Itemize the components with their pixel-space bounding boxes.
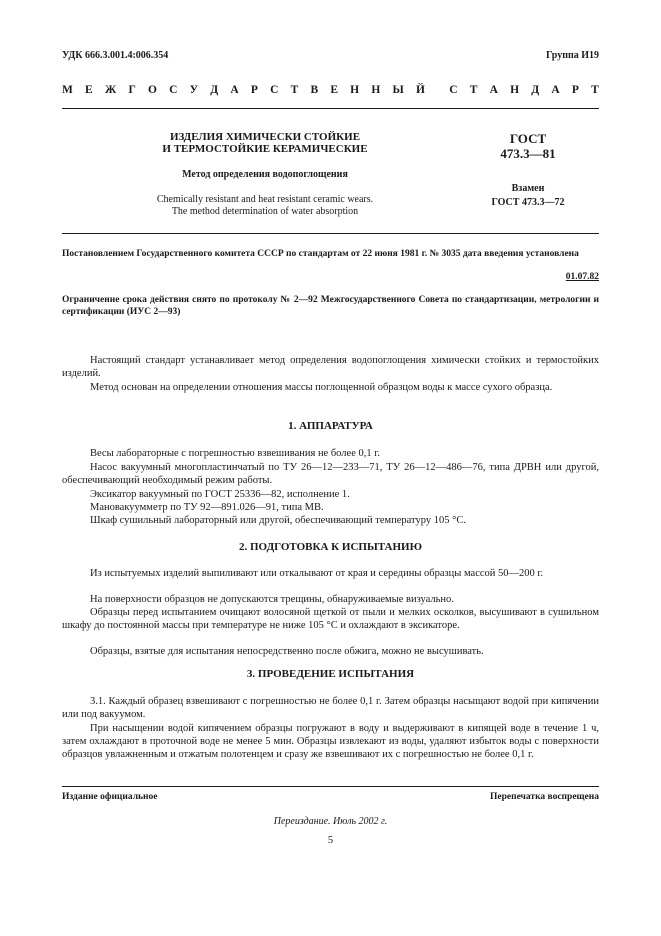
banner-letter: Н bbox=[350, 84, 360, 96]
document-title bbox=[100, 131, 430, 155]
interstate-standard-banner bbox=[62, 84, 599, 96]
gost-designation bbox=[470, 131, 586, 161]
banner-letter: Д bbox=[531, 84, 540, 96]
gost-label: ГОСТ bbox=[509, 131, 547, 146]
footer-rule bbox=[62, 786, 599, 787]
banner-letter: Р bbox=[571, 84, 579, 96]
banner-letter: Й bbox=[415, 84, 425, 96]
banner-letter: В bbox=[310, 84, 319, 96]
replaces-block bbox=[470, 182, 586, 210]
banner-letter: У bbox=[189, 84, 199, 96]
banner-letter: С bbox=[270, 84, 279, 96]
banner-letter: Т bbox=[290, 84, 299, 96]
preparation-paragraph-1: Из испытуемых изделий выпиливают или откалывают от края и середины образцы массой 50—200 г. bbox=[90, 568, 544, 579]
reprint-prohibited: Перепечатка воспрещена bbox=[489, 792, 599, 802]
section-1-heading: 1. АППАРАТУРА bbox=[288, 420, 373, 432]
preparation-paragraph-3: Образцы перед испытанием очищают волосяной щеткой от пыли и мелких осколков, высушивают в сушильном шкафу до постоянной массы при температуре не ниже 105 °С и охлаждают в эксикаторе. bbox=[62, 607, 599, 631]
apparatus-item-3: Эксикатор вакуумный по ГОСТ 25336—82, исполнение 1. bbox=[90, 489, 350, 500]
section-2-heading: 2. ПОДГОТОВКА К ИСПЫТАНИЮ bbox=[239, 541, 422, 553]
reissue-note: Переиздание. Июль 2002 г. bbox=[273, 816, 388, 827]
group-code: Группа И19 bbox=[546, 50, 599, 61]
english-title-line-2: The method determination of water absorption bbox=[171, 206, 359, 217]
banner-letter: С bbox=[169, 84, 178, 96]
apparatus-item-2: Насос вакуумный многопластинчатый по ТУ 26—12—233—71, ТУ 26—12—486—76, типа ДРВН или другой, обеспечивающий необходимый режим работы. bbox=[62, 462, 599, 486]
apparatus-item-5: Шкаф сушильный лабораторный или другой, обеспечивающий температуру 105 °С. bbox=[90, 515, 466, 526]
banner-letter: Н bbox=[371, 84, 381, 96]
english-title-line-1: Chemically resistant and heat resistant ceramic wears. bbox=[156, 194, 374, 205]
page-number: 5 bbox=[327, 835, 334, 846]
official-edition: Издание официальное bbox=[62, 792, 158, 802]
top-rule bbox=[62, 108, 599, 109]
banner-letter: А bbox=[230, 84, 239, 96]
banner-letter: А bbox=[551, 84, 560, 96]
banner-letter: Р bbox=[250, 84, 258, 96]
replaces-label: Взамен bbox=[511, 183, 545, 194]
banner-letter: Т bbox=[591, 84, 599, 96]
apparatus-item-1: Весы лабораторные с погрешностью взвешивания не более 0,1 г. bbox=[90, 448, 380, 459]
udk-code: УДК 666.3.001.4:006.354 bbox=[62, 50, 169, 61]
procedure-paragraph-2: При насыщении водой кипячением образцы погружают в воду и выдерживают в кипящей воде в течение 1 ч, затем охлаждают в проточной воде не менее 5 мин. Образцы извлекают из воды, удаляют избыток воды с поверхности образцов увлажненным и отжатым полотенцем и сразу же взвешивают их с погрешностью не более 0,1 г. bbox=[62, 723, 599, 760]
banner-letter: Е bbox=[85, 84, 93, 96]
banner-letter: Е bbox=[330, 84, 338, 96]
title-rule bbox=[62, 233, 599, 234]
title-line-2: И ТЕРМОСТОЙКИЕ КЕРАМИЧЕСКИЕ bbox=[162, 143, 368, 155]
banner-letter: Г bbox=[128, 84, 136, 96]
preparation-paragraph-2: На поверхности образцов не допускаются трещины, обнаруживаемые визуально. bbox=[90, 594, 454, 605]
procedure-paragraph-1: 3.1. Каждый образец взвешивают с погрешностью не более 0,1 г. Затем образцы насыщают водой при кипячении или под вакуумом. bbox=[62, 696, 599, 720]
banner-letter: О bbox=[147, 84, 157, 96]
title-line-1: ИЗДЕЛИЯ ХИМИЧЕСКИ СТОЙКИЕ bbox=[169, 131, 361, 143]
banner-letter: М bbox=[62, 84, 73, 96]
banner-letter: Ж bbox=[104, 84, 117, 96]
english-title bbox=[100, 194, 430, 218]
banner-letter: Д bbox=[210, 84, 219, 96]
banner-letter: С bbox=[449, 84, 458, 96]
introduction-date: 01.07.82 bbox=[565, 272, 599, 282]
preparation-paragraph-4: Образцы, взятые для испытания непосредственно после обжига, можно не высушивать. bbox=[90, 646, 484, 657]
section-3-heading: 3. ПРОВЕДЕНИЕ ИСПЫТАНИЯ bbox=[246, 668, 415, 680]
replaces-number: ГОСТ 473.3—72 bbox=[491, 197, 565, 208]
intro-paragraph-2: Метод основан на определении отношения массы поглощенной образцом воды к массе сухого образца. bbox=[90, 382, 553, 393]
banner-letter: А bbox=[489, 84, 498, 96]
gost-number: 473.3—81 bbox=[500, 146, 556, 161]
banner-letter: Ы bbox=[392, 84, 404, 96]
banner-letter: Т bbox=[469, 84, 478, 96]
intro-paragraph-1: Настоящий стандарт устанавливает метод определения водопоглощения химически стойких и термостойких изделий. bbox=[62, 355, 599, 379]
limitation-text: Ограничение срока действия снято по протоколу № 2—92 Межгосударственного Совета по стандартизации, метрологии и сертификации (ИУС 2—93) bbox=[62, 295, 599, 317]
apparatus-item-4: Мановакуумметр по ТУ 92—891.026—91, типа МВ. bbox=[90, 502, 324, 513]
decree-text: Постановлением Государственного комитета СССР по стандартам от 22 июня 1981 г. № 3035 дата введения установлена bbox=[62, 249, 579, 259]
document-subtitle: Метод определения водопоглощения bbox=[182, 169, 348, 180]
banner-letter: Н bbox=[510, 84, 520, 96]
